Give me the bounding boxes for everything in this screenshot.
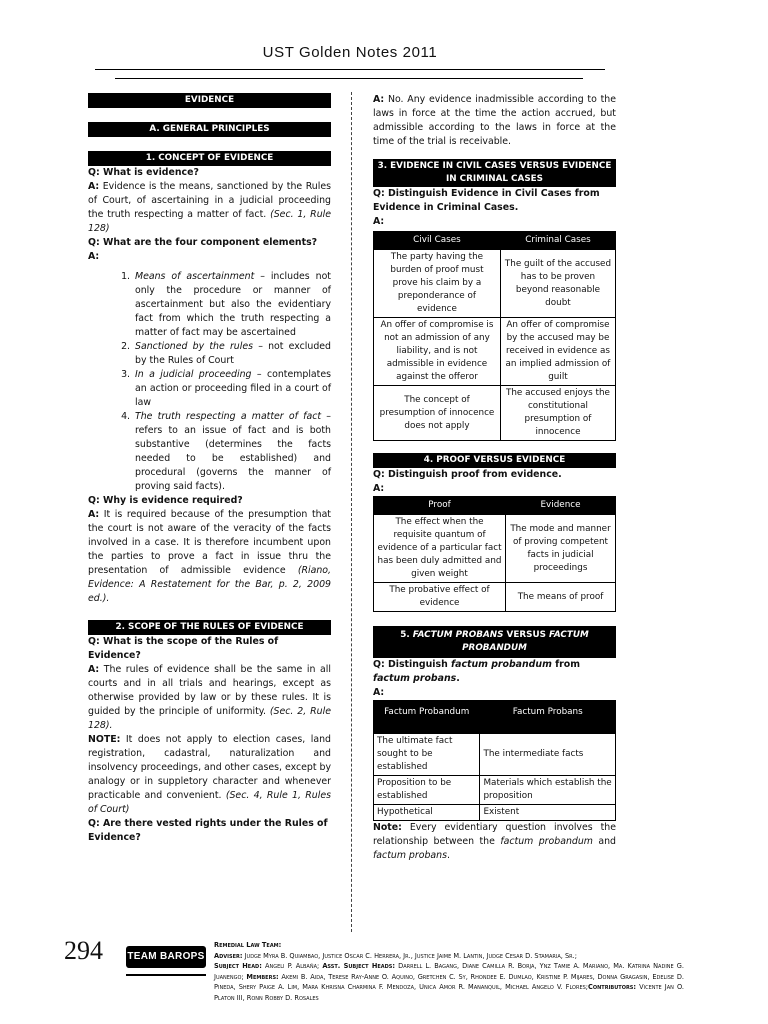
table-cell: The probative effect of evidence bbox=[374, 583, 506, 612]
section-bar-factum: 5. FACTUM PROBANS VERSUS FACTUM PROBANDUM bbox=[373, 626, 616, 658]
table-cell: Hypothetical bbox=[374, 805, 480, 821]
proof-evidence-table bbox=[373, 496, 616, 612]
answer-vested-rights: A: No. Any evidence inadmissible according to the laws in force at the time the action accrued, but admissible according to the laws in force at the time of the trial is receivable. bbox=[373, 94, 616, 147]
table-cell: An offer of compromise is not an admission of any liability, and is not admissible in evidence against the offeror bbox=[374, 318, 501, 386]
table-cell: The ultimate fact sought to be established bbox=[374, 734, 480, 776]
answer-label: A: bbox=[373, 216, 385, 227]
section-bar-general-principles: A. GENERAL PRINCIPLES bbox=[88, 122, 331, 137]
page-footer bbox=[64, 938, 684, 1018]
question-vested-rights: Q: Are there vested rights under the Rules of Evidence? bbox=[88, 818, 328, 843]
list-item: 3. In a judicial proceeding – contemplates an action or proceeding filed in a court of law bbox=[133, 368, 331, 410]
section-bar-scope: 2. SCOPE OF THE RULES OF EVIDENCE bbox=[88, 620, 331, 635]
right-column bbox=[373, 93, 616, 863]
table-row bbox=[374, 250, 616, 318]
table-row bbox=[374, 386, 616, 441]
table-row bbox=[374, 776, 616, 805]
list-item: 4. The truth respecting a matter of fact – refers to an issue of fact and is both substantive (determines the facts needed to be established) and procedural (governs the manner of proving said facts). bbox=[133, 410, 331, 494]
question-factum: Q: Distinguish factum probandum from factum probans. bbox=[373, 659, 581, 684]
table-row bbox=[374, 734, 616, 776]
answer-label: A: bbox=[373, 483, 385, 494]
footer-rule bbox=[126, 974, 206, 976]
table-header: Civil Cases bbox=[374, 232, 501, 250]
factum-table bbox=[373, 700, 616, 821]
list-item: 2. Sanctioned by the rules – not excluded by the Rules of Court bbox=[133, 340, 331, 368]
table-header: Criminal Cases bbox=[500, 232, 615, 250]
table-header: Proof bbox=[374, 497, 506, 515]
table-cell: The party having the burden of proof must prove his claim by a preponderance of evidence bbox=[374, 250, 501, 318]
question-civil-vs-criminal: Q: Distinguish Evidence in Civil Cases from Evidence in Criminal Cases. bbox=[373, 188, 600, 213]
table-row bbox=[374, 515, 616, 583]
table-cell: The accused enjoys the constitutional presumption of innocence bbox=[500, 386, 615, 441]
left-column bbox=[88, 93, 331, 845]
header-rule-bottom bbox=[115, 78, 583, 79]
answer-what-is-evidence: A: Evidence is the means, sanctioned by the Rules of Court, of ascertaining in a judicial proceeding the truth respecting a matter of fact. (Sec. 1, Rule 128) bbox=[88, 181, 332, 234]
note-factum: Note: Every evidentiary question involves the relationship between the factum probandum and factum probans. bbox=[373, 822, 616, 861]
table-header: Evidence bbox=[506, 497, 616, 515]
table-cell: The guilt of the accused has to be proven beyond reasonable doubt bbox=[500, 250, 615, 318]
column-divider bbox=[351, 92, 352, 932]
section-bar-civil-vs-criminal: 3. EVIDENCE IN CIVIL CASES VERSUS EVIDENCE IN CRIMINAL CASES bbox=[373, 159, 616, 187]
table-cell: Materials which establish the proposition bbox=[480, 776, 616, 805]
answer-why-required: A: It is required because of the presumption that the court is not aware of the veracity of the facts involved in a case. It is therefore incumbent upon the parties to prove a fact in issue thru the presentation of admissible evidence (Riano, Evidence: A Restatement for the Bar, p. 2, 2009 ed.). bbox=[88, 509, 331, 604]
table-cell: Existent bbox=[480, 805, 616, 821]
elements-list bbox=[88, 270, 331, 494]
answer-label: A: bbox=[373, 687, 385, 698]
table-cell: The concept of presumption of innocence does not apply bbox=[374, 386, 501, 441]
table-row bbox=[374, 318, 616, 386]
table-cell: The means of proof bbox=[506, 583, 616, 612]
table-cell: The intermediate facts bbox=[480, 734, 616, 776]
question-what-is-evidence: Q: What is evidence? bbox=[88, 167, 199, 178]
table-header: Factum Probandum bbox=[374, 701, 480, 734]
page-header-title: UST Golden Notes 2011 bbox=[262, 44, 438, 61]
page-number: 294 bbox=[64, 936, 103, 965]
question-scope: Q: What is the scope of the Rules of Evidence? bbox=[88, 636, 279, 661]
civil-criminal-table bbox=[373, 231, 616, 441]
team-barops-logo: TEAM BAROPS bbox=[126, 946, 206, 968]
table-header: Factum Probans bbox=[480, 701, 616, 734]
section-bar-concept: 1. CONCEPT OF EVIDENCE bbox=[88, 151, 331, 166]
note-scope: NOTE: It does not apply to election cases, land registration, cadastral, naturalization and insolvency proceedings, and other cases, except by analogy or in suppletory character and whenever practicable and convenient. (Sec. 4, Rule 1, Rules of Court) bbox=[88, 734, 332, 815]
question-component-elements: Q: What are the four component elements? bbox=[88, 237, 318, 248]
answer-label: A: bbox=[88, 251, 100, 262]
section-bar-evidence: EVIDENCE bbox=[88, 93, 331, 108]
list-item: 1. Means of ascertainment – includes not only the procedure or manner of ascertainment but also the evidentiary fact from which the truth respecting a matter of fact may be ascertained bbox=[133, 270, 331, 340]
team-credits: Remedial Law Team: Adviser: Judge Myra B. Quiambao, Justice Oscar C. Herrera, Jr., Justice Jaime M. Lantin, Judge Cesar D. Stamaria, Sr.; Subject Head: Angeli P. Albaña; Asst. Subject Heads: Darrell L. Bagang, Diane Camilla R. Borja, Ynz Tamie A. Mariano, Ma. Katrina Nadine G. Juanengo; Members: Akemi B. Aida, Terese Ray-Anne O. Aquino, Gretchen C. Sy, Rhondee E. Dumlao, Kristine P. Mijares, Donna Gragasin, Edelise D. Pineda, Shery Paige A. Lim, Mara Khrisna Charmina F. Mendoza, Unica Amor R. Mananquil, Michael Angelo V. Flores;Contributors: Vicente Jan O. Platon III, Ronn Robby D. Rosales bbox=[214, 941, 684, 1002]
table-cell: An offer of compromise by the accused may be received in evidence as an implied admission of guilt bbox=[500, 318, 615, 386]
section-bar-proof-vs-evidence: 4. PROOF VERSUS EVIDENCE bbox=[373, 453, 616, 468]
table-row bbox=[374, 583, 616, 612]
table-cell: The effect when the requisite quantum of evidence of a particular fact has been duly admitted and given weight bbox=[374, 515, 506, 583]
question-why-required: Q: Why is evidence required? bbox=[88, 495, 243, 506]
table-cell: Proposition to be established bbox=[374, 776, 480, 805]
answer-scope: A: The rules of evidence shall be the same in all courts and in all trials and hearings, except as otherwise provided by law or by these rules. It is guided by the principle of uniformity. (Sec. 2, Rule 128). bbox=[88, 664, 332, 731]
table-row bbox=[374, 805, 616, 821]
question-proof-vs-evidence: Q: Distinguish proof from evidence. bbox=[373, 469, 562, 480]
header-rule-top bbox=[95, 69, 605, 70]
table-cell: The mode and manner of proving competent facts in judicial proceedings bbox=[506, 515, 616, 583]
